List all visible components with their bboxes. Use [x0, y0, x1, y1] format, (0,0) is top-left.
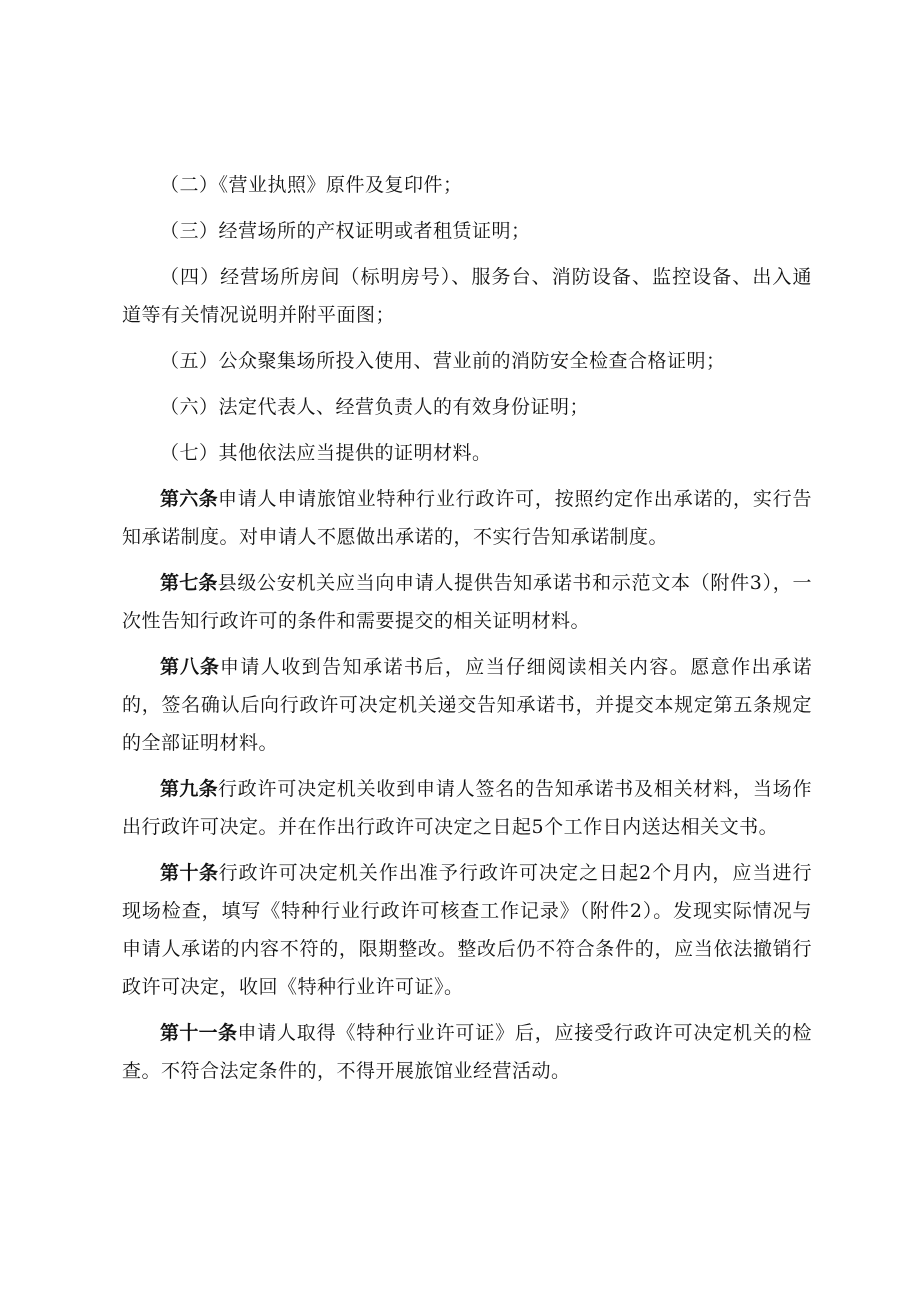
article-6 [122, 480, 812, 556]
article-title: 第九条 [160, 778, 218, 800]
article-11 [122, 1014, 812, 1090]
article-10 [122, 854, 812, 1006]
article-title: 第六条 [160, 488, 218, 510]
list-item: （七）其他依法应当提供的证明材料。 [160, 442, 492, 464]
document-body [122, 166, 812, 1090]
list-item: （五）公众聚集场所投入使用、营业前的消防安全检查合格证明； [160, 350, 726, 372]
article-text: 县级公安机关应当向申请人提供告知承诺书和示范文本（附件3），一次性告知行政许可的条件和需要提交的相关证明材料。 [122, 572, 812, 632]
article-text: 行政许可决定机关作出准予行政许可决定之日起2个月内，应当进行现场检查，填写《特种行业行政许可核查工作记录》（附件2）。发现实际情况与申请人承诺的内容不符的，限期整改。整改后仍不符合条件的，应当依法撤销行政许可决定，收回《特种行业许可证》。 [122, 862, 812, 998]
article-8 [122, 648, 812, 762]
article-7 [122, 564, 812, 640]
list-item: （四）经营场所房间（标明房号）、服务台、消防设备、监控设备、出入通道等有关情况说明并附平面图； [122, 266, 812, 326]
list-item: （六）法定代表人、经营负责人的有效身份证明； [160, 396, 590, 418]
article-title: 第八条 [160, 656, 220, 678]
list-item: （二）《营业执照》原件及复印件； [160, 174, 463, 196]
article-text: 申请人收到告知承诺书后，应当仔细阅读相关内容。愿意作出承诺的，签名确认后向行政许可决定机关递交告知承诺书，并提交本规定第五条规定的全部证明材料。 [122, 656, 812, 754]
article-text: 行政许可决定机关收到申请人签名的告知承诺书及相关材料，当场作出行政许可决定。并在作出行政许可决定之日起5个工作日内送达相关文书。 [122, 778, 812, 838]
article-title: 第十一条 [160, 1022, 238, 1044]
article-title: 第十条 [160, 862, 219, 884]
list-item: （三）经营场所的产权证明或者租赁证明； [160, 220, 531, 242]
article-title: 第七条 [160, 572, 218, 594]
article-text: 申请人取得《特种行业许可证》后，应接受行政许可决定机关的检查。不符合法定条件的，不得开展旅馆业经营活动。 [122, 1022, 812, 1082]
article-text: 申请人申请旅馆业特种行业行政许可，按照约定作出承诺的，实行告知承诺制度。对申请人不愿做出承诺的，不实行告知承诺制度。 [122, 488, 812, 548]
article-9 [122, 770, 812, 846]
